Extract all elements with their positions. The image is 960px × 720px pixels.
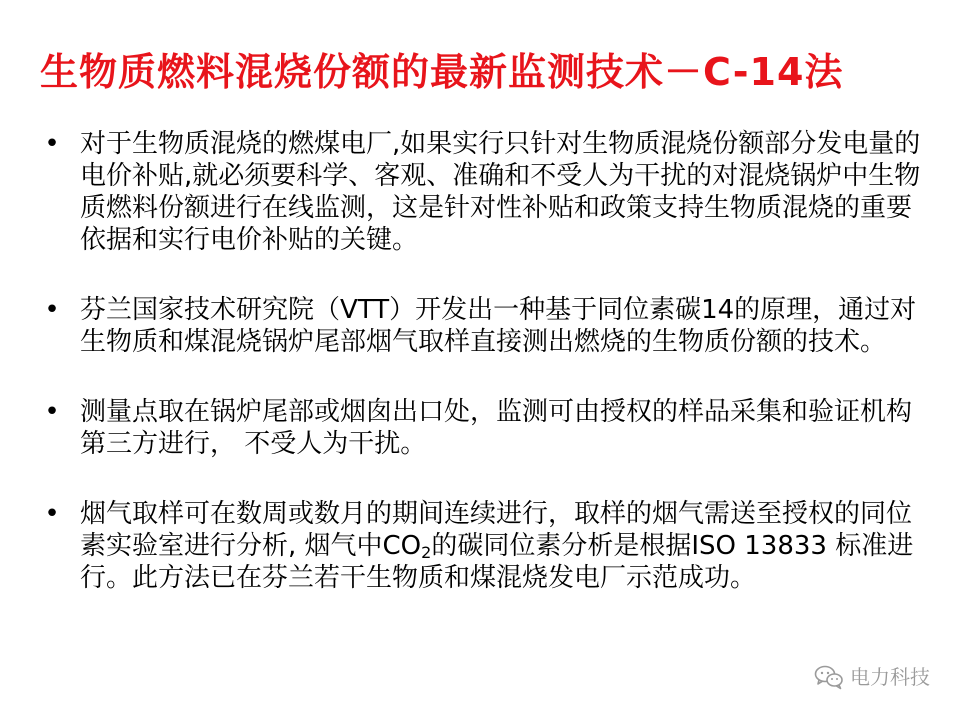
bullet-item: [40, 294, 930, 358]
bullet-marker: •: [44, 397, 60, 427]
bullet-text: 测量点取在锅炉尾部或烟囱出口处，监测可由授权的样品采集和验证机构第三方进行， 不受人为干扰。: [80, 397, 913, 459]
bullet-list: [40, 128, 930, 594]
co2-subscript: 2: [421, 543, 432, 562]
bullet-text: [80, 499, 913, 593]
bullet-text: 对于生物质混烧的燃煤电厂,如果实行只针对生物质混烧份额部分发电量的电价补贴,就必须要科学、客观、准确和不受人为干扰的对混烧锅炉中生物质燃料份额进行在线监测，这是针对性补贴和政策支持生物质混烧的重要依据和实行电价补贴的关键。: [80, 129, 921, 255]
bullet-text-part: 烟气取样可在数周或数月的期间连续进行，取样的烟气需送至授权的同位素实验室进行分析, 烟气中CO: [80, 499, 913, 561]
bullet-marker: •: [44, 499, 60, 529]
watermark-label: 电力科技: [850, 665, 930, 689]
bullet-marker: •: [44, 295, 60, 325]
bullet-item: [40, 396, 930, 460]
watermark: [814, 662, 930, 692]
bullet-item: [40, 128, 930, 256]
bullet-item: [40, 498, 930, 594]
bullet-text-part: 的碳同位素分析是根据ISO 13833 标准进行。此方法已在芬兰若干生物质和煤混烧发电厂示范成功。: [80, 531, 914, 593]
bullet-marker: •: [44, 129, 60, 159]
wechat-icon: [814, 664, 844, 690]
bullet-text: 芬兰国家技术研究院（VTT）开发出一种基于同位素碳14的原理，通过对生物质和煤混烧锅炉尾部烟气取样直接测出燃烧的生物质份额的技术。: [80, 295, 917, 357]
slide-title: 生物质燃料混烧份额的最新监测技术－C-14法: [40, 50, 844, 94]
